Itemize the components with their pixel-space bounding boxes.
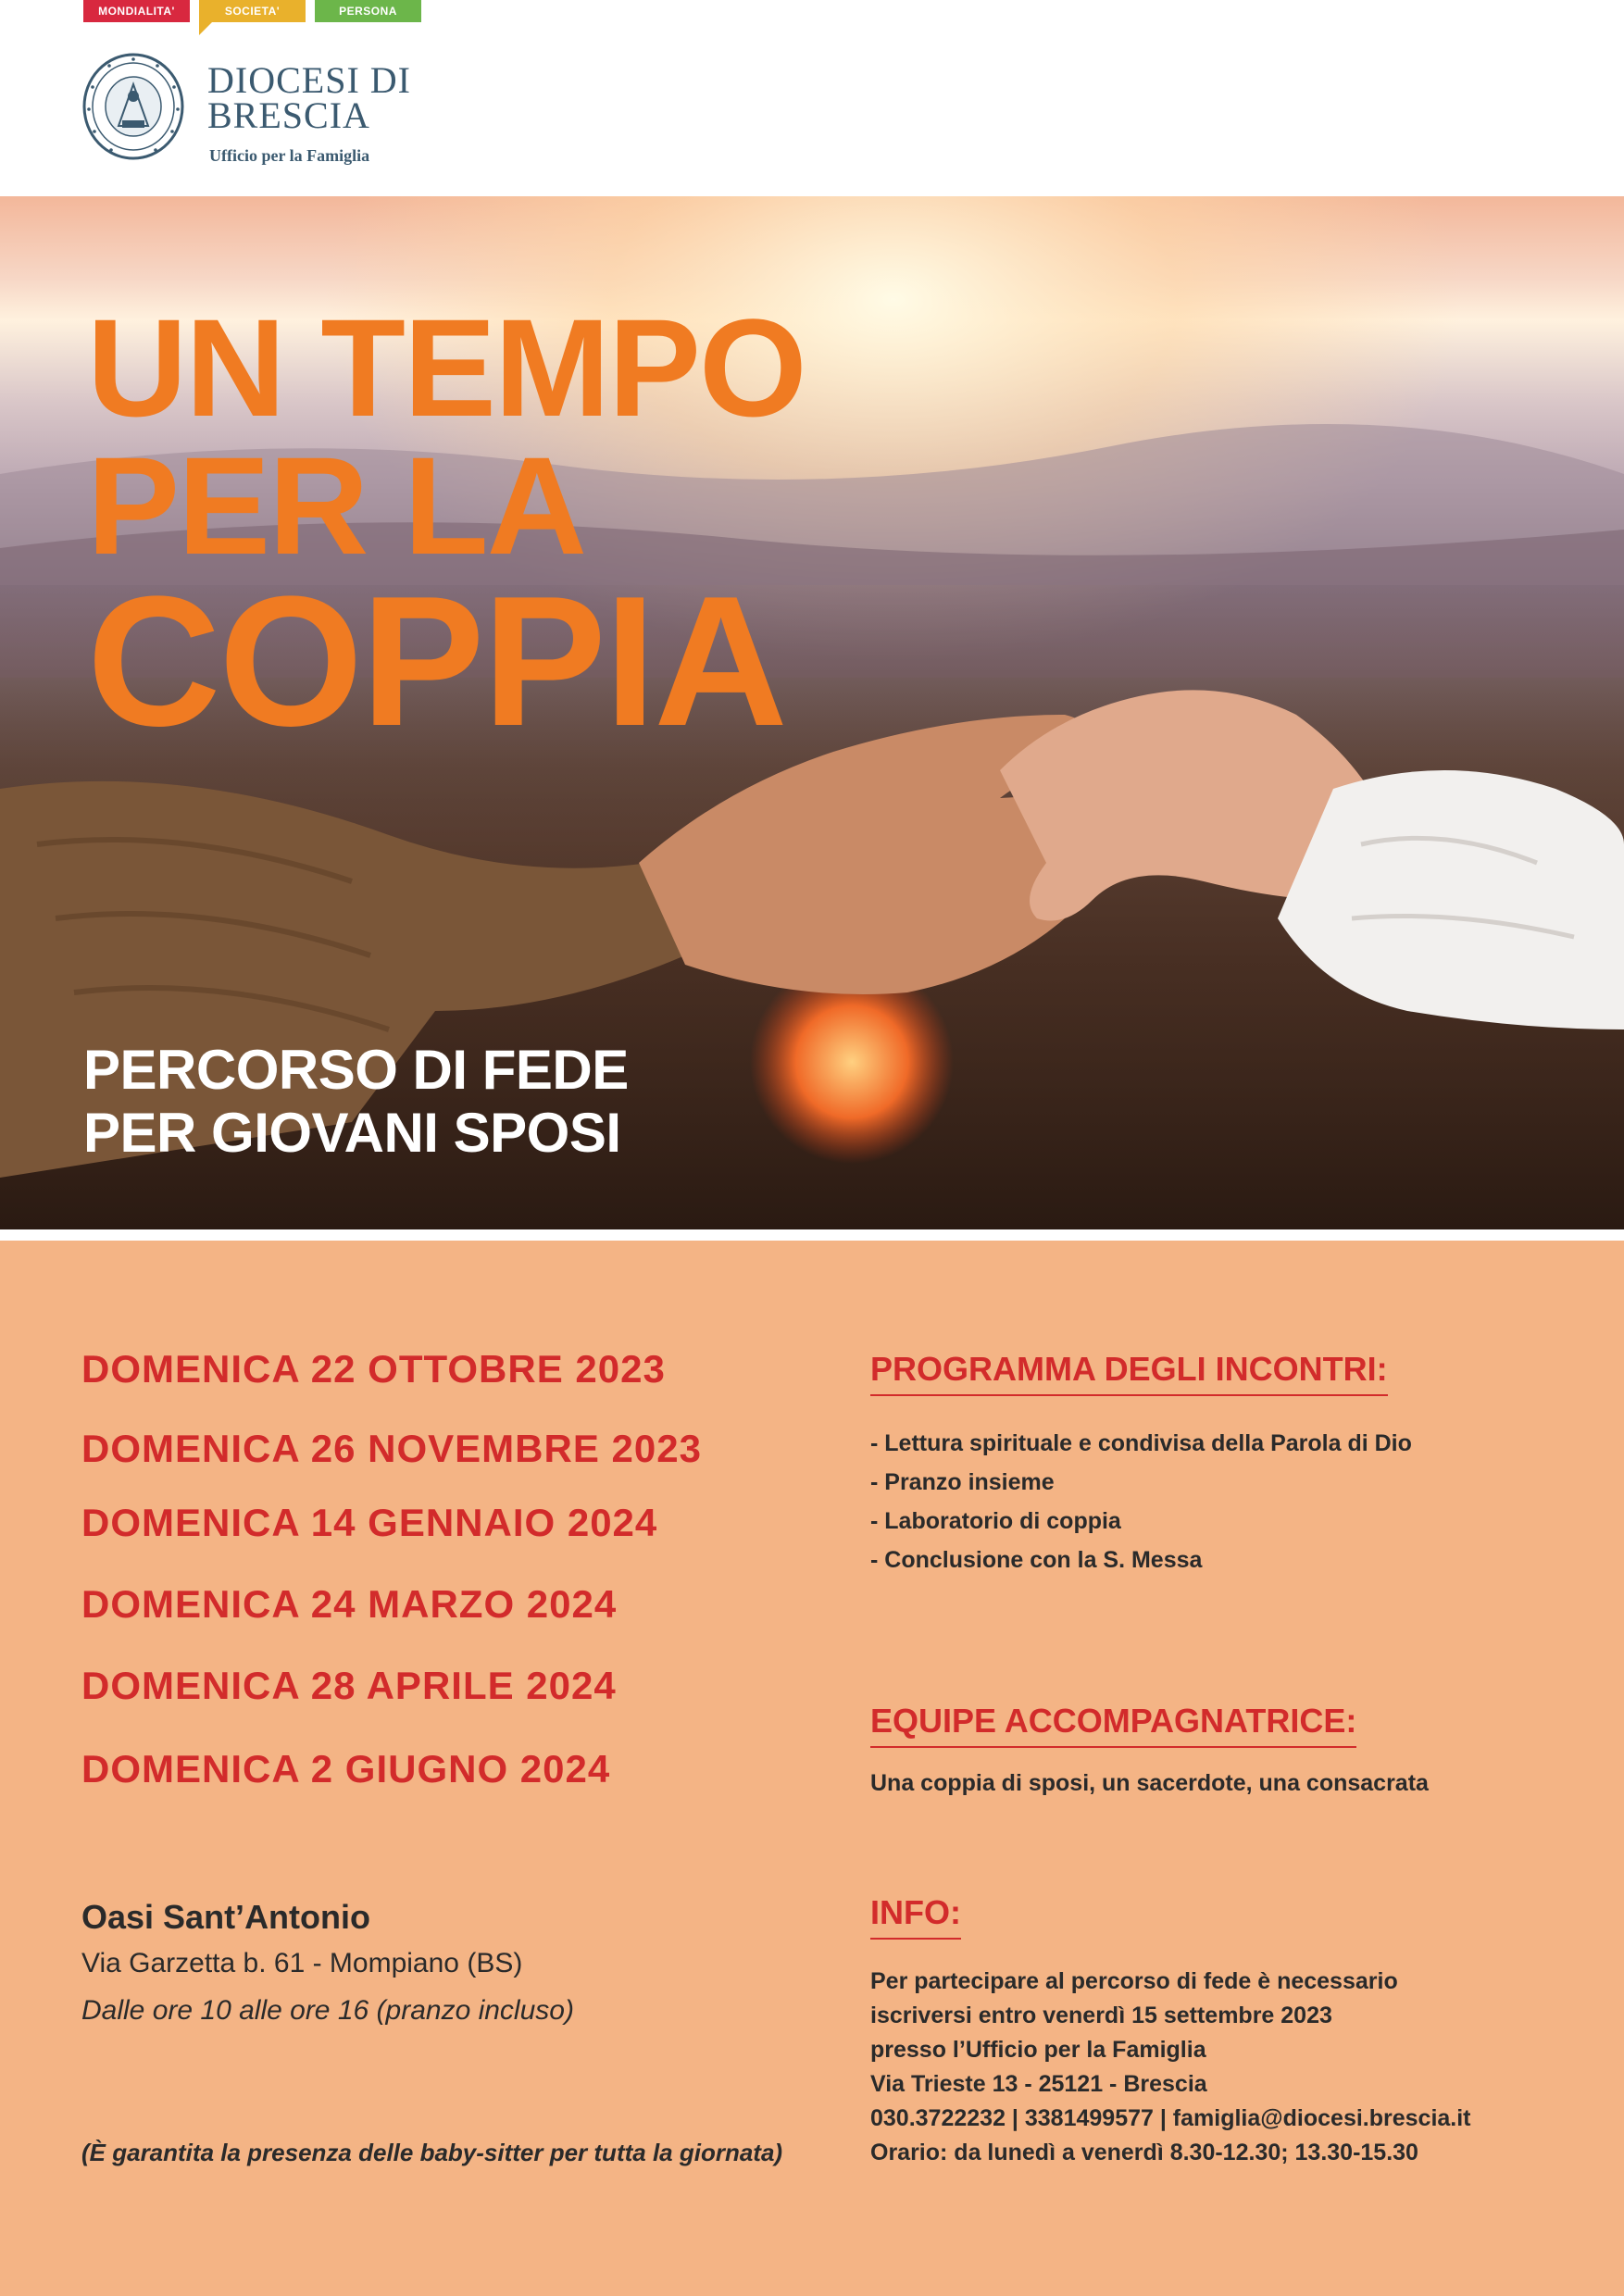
date-item: DOMENICA 2 GIUGNO 2024 — [81, 1747, 611, 1791]
info-contacts-line: 030.3722232 | 3381499577 | famiglia@diocesi.brescia.it — [870, 2105, 1471, 2131]
tab-mondialita: MONDIALITA' — [83, 0, 190, 22]
programma-item: - Pranzo insieme — [870, 1469, 1055, 1495]
date-item: DOMENICA 28 APRILE 2024 — [81, 1664, 617, 1707]
date-item: DOMENICA 22 OTTOBRE 2023 — [81, 1347, 666, 1391]
hero-subtitle-line2: PER GIOVANI SPOSI — [83, 1102, 621, 1164]
info-title: INFO: — [870, 1893, 961, 1940]
hero-banner — [0, 196, 1624, 1229]
programma-title: PROGRAMMA DEGLI INCONTRI: — [870, 1350, 1388, 1396]
info-panel — [0, 1241, 1624, 2296]
hero-title — [87, 290, 806, 765]
organization-subtitle: Ufficio per la Famiglia — [209, 146, 370, 165]
programma-item: - Conclusione con la S. Messa — [870, 1547, 1203, 1573]
date-item: DOMENICA 24 MARZO 2024 — [81, 1582, 618, 1626]
equipe-title: EQUIPE ACCOMPAGNATRICE: — [870, 1702, 1356, 1748]
info-line: iscriversi entro venerdì 15 settembre 2023 — [870, 2003, 1332, 2028]
diocese-seal-logo — [81, 52, 185, 161]
hero-title-line1: UN TEMPO — [87, 290, 806, 445]
info-line: presso l’Ufficio per la Famiglia — [870, 2037, 1206, 2063]
category-tabs — [83, 0, 421, 22]
venue-time: Dalle ore 10 alle ore 16 (pranzo incluso) — [81, 1995, 574, 2026]
date-item: DOMENICA 14 GENNAIO 2024 — [81, 1501, 658, 1544]
tab-persona: PERSONA — [315, 0, 421, 22]
hero-subtitle-line1: PERCORSO DI FEDE — [83, 1039, 629, 1101]
info-line: Via Trieste 13 - 25121 - Brescia — [870, 2071, 1207, 2097]
info-text — [870, 1965, 1471, 2170]
equipe-text: Una coppia di sposi, un sacerdote, una consacrata — [870, 1770, 1429, 1796]
babysitter-note: (È garantita la presenza delle baby-sitter per tutta la giornata) — [81, 2139, 783, 2166]
venue-name: Oasi Sant’Antonio — [81, 1898, 371, 1936]
programma-item: - Laboratorio di coppia — [870, 1508, 1121, 1534]
hero-title-line2: PER LA — [87, 428, 586, 583]
date-item: DOMENICA 26 NOVEMBRE 2023 — [81, 1427, 702, 1470]
info-line: Per partecipare al percorso di fede è necessario — [870, 1968, 1398, 1994]
org-name-line2: BRESCIA — [207, 94, 370, 136]
programma-item: - Lettura spirituale e condivisa della Parola di Dio — [870, 1430, 1412, 1456]
info-hours-line: Orario: da lunedì a venerdì 8.30-12.30; 13.30-15.30 — [870, 2140, 1418, 2165]
org-name-line1: DIOCESI DI — [207, 59, 411, 101]
hero-title-line3: COPPIA — [87, 558, 786, 765]
hero-subtitle — [83, 1039, 629, 1165]
organization-name — [207, 59, 411, 136]
programma-list — [870, 1424, 1412, 1579]
venue-address: Via Garzetta b. 61 - Mompiano (BS) — [81, 1948, 523, 1978]
tab-societa: SOCIETA' — [199, 0, 306, 22]
